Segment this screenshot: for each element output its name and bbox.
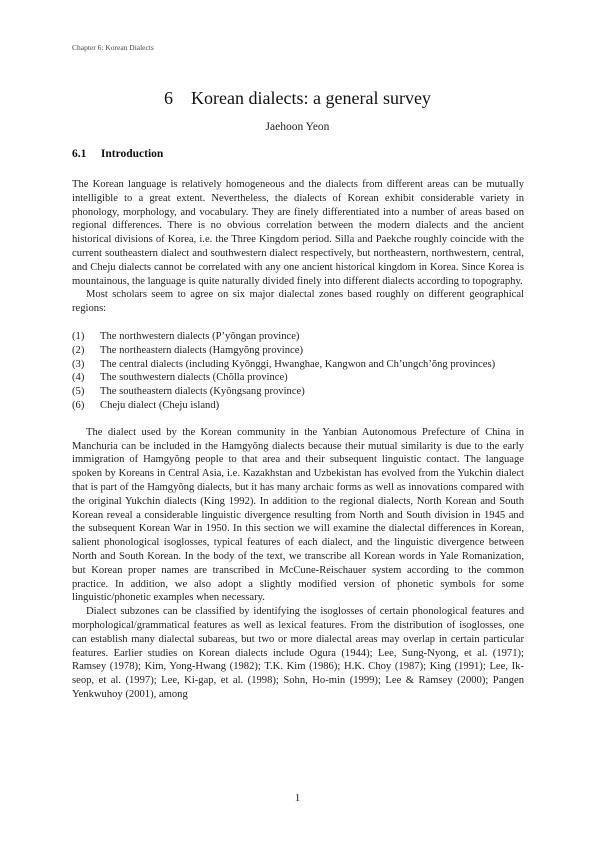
list-item [72, 358, 524, 372]
list-marker: (3) [72, 358, 85, 370]
list-item-text: The central dialects (including Kyŏnggi, Hwanghae, Kangwon and Ch’ungch’ŏng provinces) [100, 358, 496, 370]
list-item-text: The northeastern dialects (Hamgyŏng province) [100, 344, 303, 356]
list-item [72, 385, 524, 399]
paragraph: The Korean language is relatively homogeneous and the dialects from different areas can be mutually intelligible to a great extent. Nevertheless, the dialects of Korean exhibit considerable variety in phonology, morphology, and vocabulary. They are finely differentiated into a number of areas based on regional differences. There is no obvious correlation between the modern dialects and the ancient historical divisions of Korea, i.e. the Three Kingdom period. Silla and Paekche roughly coincide with the current southeastern dialect and southwestern dialect respectively, but northeastern, northwestern, central, and Cheju dialects cannot be correlated with any one ancient historical kingdom in Korea. Since Korea is mountainous, the language is quite naturally divided finely into different dialects according to topography. [72, 179, 524, 287]
list-marker: (5) [72, 386, 85, 398]
chapter-title-text: Korean dialects: a general survey [191, 88, 431, 108]
list-item-text: The southeastern dialects (Kyŏngsang province) [100, 386, 305, 398]
body-text [72, 178, 524, 702]
paragraph: Most scholars seem to agree on six major dialectal zones based roughly on different geographical regions: [72, 289, 524, 315]
author: Jaehoon Yeon [265, 121, 330, 133]
list-item [72, 330, 524, 344]
page-number: 1 [294, 792, 301, 804]
paragraph: Dialect subzones can be classified by identifying the isoglosses of certain phonological features and morphological/grammatical features as well as lexical features. From the distribution of isoglosses, one can establish many dialectal subareas, but two or more dialectal areas may overlap in certain particular features. Earlier studies on Korean dialects include Ogura (1944); Lee, Sung-Nyong, et al. (1971); Ramsey (1978); Kim, Yong-Hwang (1982); T.K. Kim (1986); H.K. Choy (1987); King (1991); Lee, Ik-seop, et al. (1997); Lee, Ki-gap, et al. (1998); Sohn, Ho-min (1999); Lee & Ramsey (2000); Pangen Yenkwuhoy (2001), among [72, 606, 524, 700]
list-item-text: The northwestern dialects (P’yŏngan province) [100, 330, 300, 342]
chapter-number: 6 [164, 88, 174, 108]
running-header: Chapter 6: Korean Dialects [72, 43, 154, 52]
list-item [72, 371, 524, 385]
list-item-text: The southwestern dialects (Chŏlla province) [100, 372, 288, 384]
section-number: 6.1 [72, 148, 87, 160]
chapter-title [0, 88, 595, 109]
list-marker: (6) [72, 399, 85, 411]
section-title: Introduction [100, 148, 164, 160]
list-marker: (1) [72, 330, 85, 342]
list-item [72, 344, 524, 358]
paragraph: The dialect used by the Korean community in the Yanbian Autonomous Prefecture of China in Manchuria can be included in the Hamgyŏng dialects because their mutual similarity is due to the early immigration of Hamgyŏng people to that area and their subsequent linguistic contact. The language spoken by Koreans in Central Asia, i.e. Kazakhstan and Uzbekistan has evolved from the Yukchin dialect that is part of the Hamgyŏng dialects, but it has many archaic forms as well as innovations compared with the original Yukchin dialects (King 1992). In addition to the regional dialects, North Korean and South Korean reveal a considerable linguistic divergence resulting from North and South division in 1945 and the subsequent Korean War in 1950. In this section we will examine the dialectal differences in Korean, salient phonological isoglosses, typical features of each dialect, and the linguistic divergence between North and South Korean. In the body of the text, we transcribe all Korean words in Yale Romanization, but Korean proper names are transcribed in McCune-Reischauer system according to the common practice. In addition, we also adopt a slightly modified version of phonetic symbols for some linguistic/phonetic examples when necessary. [72, 426, 524, 604]
list-item-text: Cheju dialect (Cheju island) [100, 399, 220, 411]
dialect-zone-list [72, 330, 524, 413]
list-marker: (4) [72, 372, 85, 384]
list-item [72, 399, 524, 413]
list-marker: (2) [72, 344, 85, 356]
section-heading [72, 148, 163, 160]
